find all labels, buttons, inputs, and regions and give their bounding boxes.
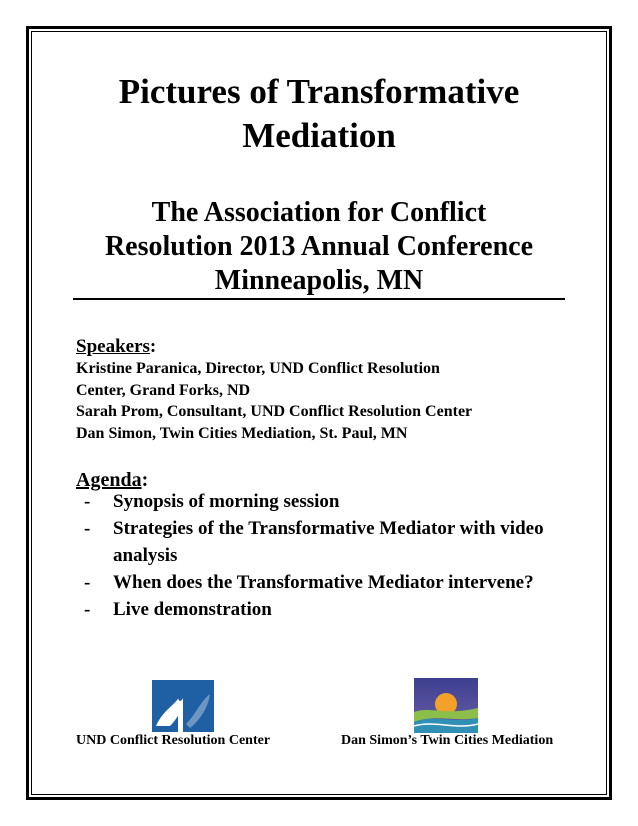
document-title (0, 70, 638, 158)
subtitle-line-1: The Association for Conflict (151, 197, 487, 228)
agenda-item (84, 596, 554, 623)
dan-simon-logo-caption: Dan Simon’s Twin Cities Mediation (341, 733, 554, 748)
twin-cities-mediation-logo-icon (414, 678, 478, 733)
und-conflict-resolution-logo-icon (152, 680, 214, 732)
agenda-item (84, 569, 554, 596)
und-logo-caption: UND Conflict Resolution Center (76, 733, 271, 748)
bullet-dash: - (84, 491, 91, 512)
agenda-item-text: Strategies of the Transformative Mediator with video analysis (113, 518, 544, 566)
agenda-item-text: Synopsis of morning session (113, 491, 340, 512)
bullet-dash: - (84, 599, 91, 620)
agenda-item (84, 515, 554, 569)
speaker-line: Sarah Prom, Consultant, UND Conflict Resolution Center (76, 403, 473, 420)
horizontal-rule (73, 298, 565, 300)
agenda-heading: Agenda: (76, 469, 149, 491)
agenda-heading-text: Agenda (76, 469, 142, 491)
conference-subtitle (0, 196, 638, 298)
speaker-line: Kristine Paranica, Director, UND Conflict Resolution (76, 360, 440, 377)
agenda-item-text: When does the Transformative Mediator intervene? (113, 572, 534, 593)
agenda-list (84, 488, 554, 623)
bullet-dash: - (84, 572, 91, 593)
agenda-item (84, 488, 554, 515)
title-line-1: Pictures of Transformative (118, 72, 520, 111)
subtitle-line-2: Resolution 2013 Annual Conference (104, 231, 534, 262)
speakers-heading: Speakers: (76, 336, 157, 357)
speakers-heading-text: Speakers (76, 336, 150, 357)
speaker-line: Center, Grand Forks, ND (76, 381, 251, 399)
speakers-list (76, 358, 472, 444)
agenda-item-text: Live demonstration (113, 599, 272, 620)
speaker-line: Dan Simon, Twin Cities Mediation, St. Paul, MN (76, 424, 408, 442)
title-line-2: Mediation (242, 116, 396, 155)
bullet-dash: - (84, 518, 91, 539)
subtitle-line-3: Minneapolis, MN (214, 265, 424, 296)
